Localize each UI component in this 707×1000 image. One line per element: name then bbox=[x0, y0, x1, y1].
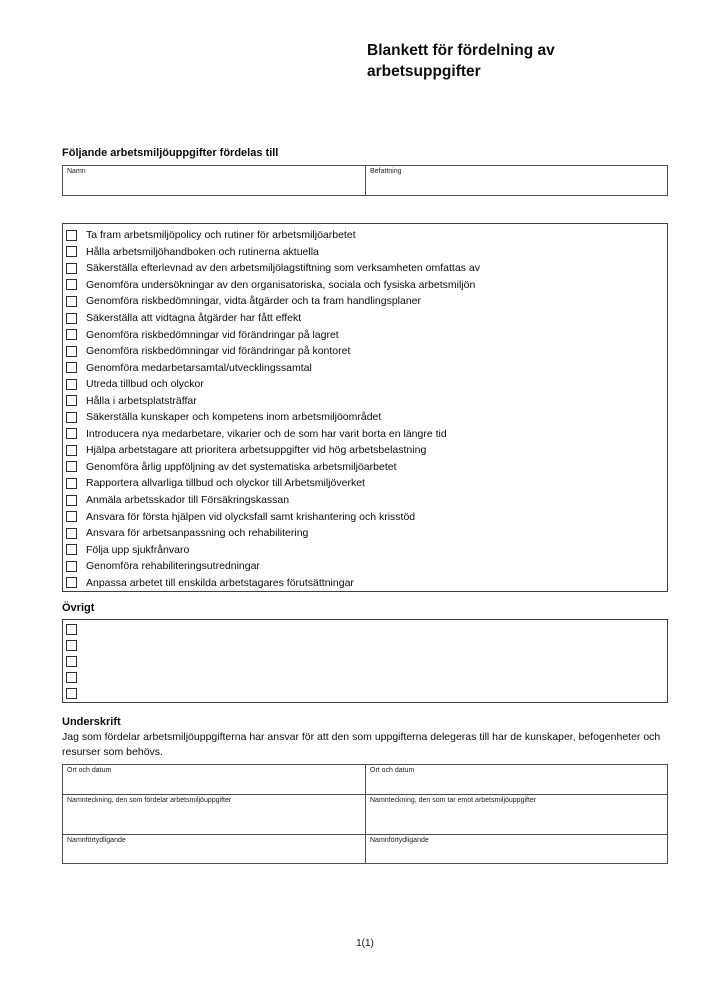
other-row bbox=[66, 622, 667, 638]
signature-cell[interactable] bbox=[365, 765, 667, 794]
task-checkbox[interactable] bbox=[66, 544, 77, 555]
task-checkbox[interactable] bbox=[66, 346, 77, 357]
task-row bbox=[66, 277, 667, 294]
page-number: 1(1) bbox=[356, 938, 374, 949]
task-label: Hålla arbetsmiljöhandboken och rutinerna aktuella bbox=[86, 245, 319, 258]
task-checkbox[interactable] bbox=[66, 511, 77, 522]
signature-cell-label: Ort och datum bbox=[370, 767, 415, 774]
recipient-heading: Följande arbetsmiljöuppgifter fördelas till bbox=[62, 147, 279, 159]
task-label: Genomföra undersökningar av den organisatoriska, sociala och fysiska arbetsmiljön bbox=[86, 278, 476, 291]
task-label: Säkerställa kunskaper och kompetens inom arbetsmiljöområdet bbox=[86, 411, 382, 424]
task-checkbox[interactable] bbox=[66, 230, 77, 241]
task-row bbox=[66, 326, 667, 343]
other-box bbox=[62, 619, 668, 703]
signature-cell[interactable] bbox=[365, 794, 667, 834]
signature-cell[interactable] bbox=[63, 794, 365, 834]
task-row bbox=[66, 260, 667, 277]
task-row bbox=[66, 475, 667, 492]
task-row bbox=[66, 574, 667, 591]
signature-table bbox=[62, 764, 668, 864]
task-checkbox[interactable] bbox=[66, 428, 77, 439]
task-row bbox=[66, 508, 667, 525]
signature-cell-label: Namnteckning, den som fördelar arbetsmiljöuppgifter bbox=[67, 797, 232, 804]
task-row bbox=[66, 343, 667, 360]
signature-cell-label: Namnteckning, den som tar emot arbetsmiljöuppgifter bbox=[370, 797, 537, 804]
task-label: Rapportera allvarliga tillbud och olyckor till Arbetsmiljöverket bbox=[86, 477, 365, 490]
task-label: Introducera nya medarbetare, vikarier och de som har varit borta en längre tid bbox=[86, 427, 447, 440]
task-checkbox[interactable] bbox=[66, 528, 77, 539]
task-row bbox=[66, 227, 667, 244]
task-checkbox[interactable] bbox=[66, 296, 77, 307]
task-label: Anpassa arbetet till enskilda arbetstagares förutsättningar bbox=[86, 576, 354, 589]
task-label: Ta fram arbetsmiljöpolicy och rutiner för arbetsmiljöarbetet bbox=[86, 229, 356, 242]
task-label: Genomföra årlig uppföljning av det systematiska arbetsmiljöarbetet bbox=[86, 460, 397, 473]
task-checkbox[interactable] bbox=[66, 561, 77, 572]
task-row bbox=[66, 409, 667, 426]
other-checkbox[interactable] bbox=[66, 672, 77, 683]
other-row bbox=[66, 654, 667, 670]
task-label: Hjälpa arbetstagare att prioritera arbetsuppgifter vid hög arbetsbelastning bbox=[86, 444, 427, 457]
task-row bbox=[66, 426, 667, 443]
task-checkbox[interactable] bbox=[66, 461, 77, 472]
form-title: Blankett för fördelning av arbetsuppgifter bbox=[367, 42, 555, 80]
task-label: Ansvara för första hjälpen vid olycksfall samt krishantering och krisstöd bbox=[86, 510, 416, 523]
signature-cell[interactable] bbox=[63, 765, 365, 794]
signature-cell-label: Ort och datum bbox=[67, 767, 112, 774]
other-row bbox=[66, 638, 667, 654]
task-checkbox[interactable] bbox=[66, 362, 77, 373]
signature-heading: Underskrift bbox=[62, 716, 121, 728]
task-checkbox[interactable] bbox=[66, 263, 77, 274]
task-checkbox[interactable] bbox=[66, 246, 77, 257]
task-label: Genomföra riskbedömningar vid förändringar på kontoret bbox=[86, 345, 351, 358]
position-field-label: Befattning bbox=[370, 168, 402, 175]
other-heading: Övrigt bbox=[62, 602, 95, 614]
tasks-checklist bbox=[62, 223, 668, 592]
task-checkbox[interactable] bbox=[66, 478, 77, 489]
task-row bbox=[66, 392, 667, 409]
task-row bbox=[66, 541, 667, 558]
task-row bbox=[66, 310, 667, 327]
other-checkbox[interactable] bbox=[66, 624, 77, 635]
task-label: Genomföra riskbedömningar vid förändringar på lagret bbox=[86, 328, 339, 341]
task-label: Genomföra rehabiliteringsutredningar bbox=[86, 560, 260, 573]
other-checkbox[interactable] bbox=[66, 688, 77, 699]
task-row bbox=[66, 558, 667, 575]
task-checkbox[interactable] bbox=[66, 379, 77, 390]
task-label: Genomföra riskbedömningar, vidta åtgärder och ta fram handlingsplaner bbox=[86, 295, 422, 308]
task-checkbox[interactable] bbox=[66, 495, 77, 506]
other-checkbox[interactable] bbox=[66, 640, 77, 651]
task-label: Säkerställa att vidtagna åtgärder har fått effekt bbox=[86, 312, 302, 324]
signature-cell[interactable] bbox=[365, 834, 667, 863]
task-row bbox=[66, 359, 667, 376]
name-field[interactable] bbox=[63, 166, 365, 195]
task-row bbox=[66, 244, 667, 261]
task-label: Hålla i arbetsplatsträffar bbox=[86, 394, 197, 407]
other-row bbox=[66, 669, 667, 685]
position-field[interactable] bbox=[365, 166, 667, 195]
name-field-label: Namn bbox=[67, 168, 86, 175]
task-row bbox=[66, 525, 667, 542]
task-checkbox[interactable] bbox=[66, 329, 77, 340]
task-row bbox=[66, 492, 667, 509]
task-checkbox[interactable] bbox=[66, 577, 77, 588]
task-checkbox[interactable] bbox=[66, 279, 77, 290]
task-row bbox=[66, 442, 667, 459]
signature-cell-label: Namnförtydligande bbox=[67, 837, 126, 844]
task-checkbox[interactable] bbox=[66, 445, 77, 456]
recipient-table bbox=[62, 165, 668, 196]
task-label: Följa upp sjukfrånvaro bbox=[86, 543, 190, 556]
task-row bbox=[66, 459, 667, 476]
task-checkbox[interactable] bbox=[66, 395, 77, 406]
signature-statement: Jag som fördelar arbetsmiljöuppgifterna har ansvar för att den som uppgifterna delegeras till har de kunskaper, befogenheter och resurser som behövs. bbox=[62, 731, 661, 758]
task-checkbox[interactable] bbox=[66, 412, 77, 423]
task-label: Säkerställa efterlevnad av den arbetsmiljölagstiftning som verksamheten omfattas av bbox=[86, 262, 480, 275]
task-label: Utreda tillbud och olyckor bbox=[86, 378, 204, 391]
task-label: Ansvara för arbetsanpassning och rehabilitering bbox=[86, 527, 309, 540]
other-checkbox[interactable] bbox=[66, 656, 77, 667]
task-row bbox=[66, 376, 667, 393]
task-checkbox[interactable] bbox=[66, 313, 77, 324]
task-row bbox=[66, 293, 667, 310]
signature-cell-label: Namnförtydligande bbox=[370, 837, 429, 844]
signature-cell[interactable] bbox=[63, 834, 365, 863]
task-label: Anmäla arbetsskador till Försäkringskassan bbox=[86, 494, 290, 507]
task-label: Genomföra medarbetarsamtal/utvecklingssamtal bbox=[86, 361, 312, 374]
other-row bbox=[66, 685, 667, 701]
